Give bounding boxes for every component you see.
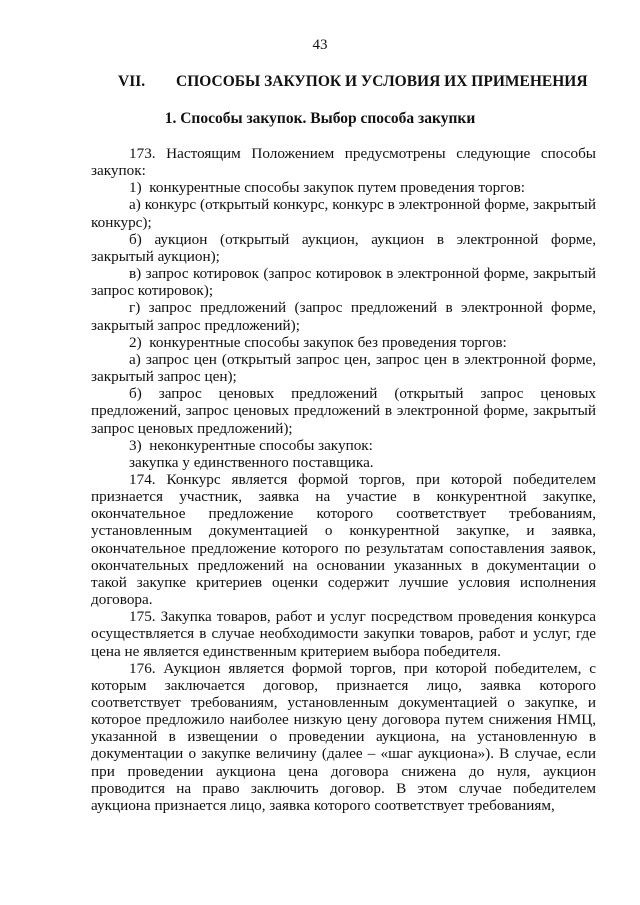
list-item-1c: в) запрос котировок (запрос котировок в электронной форме, закрытый запрос котировок); — [91, 265, 596, 300]
section-number: VII. — [118, 73, 146, 90]
list-item-2b: б) запрос ценовых предложений (открытый запрос ценовых предложений, запрос ценовых предложений в электронной форме, закрытый запрос ценовых предложений); — [91, 385, 596, 437]
paragraph-176: 176. Аукцион является формой торгов, при которой победителем, с которым заключается договор, признается лицо, заявка которого соответствует требованиям, установленным документацией о закупке, и которое предложило наиболее низкую цену договора путем снижения НМЦ, указанной в извещении о проведении аукциона, на установленную в документации о закупке величину (далее – «шаг аукциона»). В случае, если при проведении аукциона цена договора снижена до нуля, аукцион проводится на право заключить договор. В этом случае победителем аукциона признается лицо, заявка которого соответствует требованиям, — [91, 659, 596, 814]
list-item-3-text: закупка у единственного поставщика. — [129, 453, 374, 471]
list-item-1b: б) аукцион (открытый аукцион, аукцион в электронной форме, закрытый аукцион); — [91, 230, 596, 265]
page-number: 43 — [312, 37, 328, 53]
section-heading — [118, 73, 588, 91]
list-item-3: 3) неконкурентные способы закупок: — [129, 436, 373, 454]
section-title: СПОСОБЫ ЗАКУПОК И УСЛОВИЯ ИХ ПРИМЕНЕНИЯ — [176, 73, 588, 90]
list-item-1: 1) конкурентные способы закупок путем проведения торгов: — [129, 179, 526, 197]
subsection-heading: 1. Способы закупок. Выбор способа закупки — [164, 110, 476, 127]
body-text — [91, 145, 596, 814]
list-item-1d: г) запрос предложений (запрос предложений в электронной форме, закрытый запрос предложений); — [91, 299, 596, 334]
list-item-2a: а) запрос цен (открытый запрос цен, запрос цен в электронной форме, закрытый запрос цен); — [91, 350, 596, 386]
list-item-2: 2) конкурентные способы закупок без проведения торгов: — [129, 333, 507, 351]
paragraph-175: 175. Закупка товаров, работ и услуг посредством проведения конкурса осуществляется в случае необходимости закупки товаров, работ и услуг, где цена не является единственным критерием выбора победителя. — [91, 608, 596, 660]
paragraph-174: 174. Конкурс является формой торгов, при которой победителем признается участник, заявка на участие в конкурентной закупке, окончательное предложение которого соответствует требованиям, установленным документацией о конкурентной закупке, и заявка, окончательное предложение которого по результатам сопоставления заявок, окончательных предложений на основании указанных в документации о такой закупке критериев оценки содержит лучшие условия исполнения договора. — [91, 470, 596, 609]
list-item-1a: а) конкурс (открытый конкурс, конкурс в электронной форме, закрытый конкурс); — [91, 196, 596, 231]
paragraph-173-intro: 173. Настоящим Положением предусмотрены следующие способы закупок: — [91, 145, 596, 180]
